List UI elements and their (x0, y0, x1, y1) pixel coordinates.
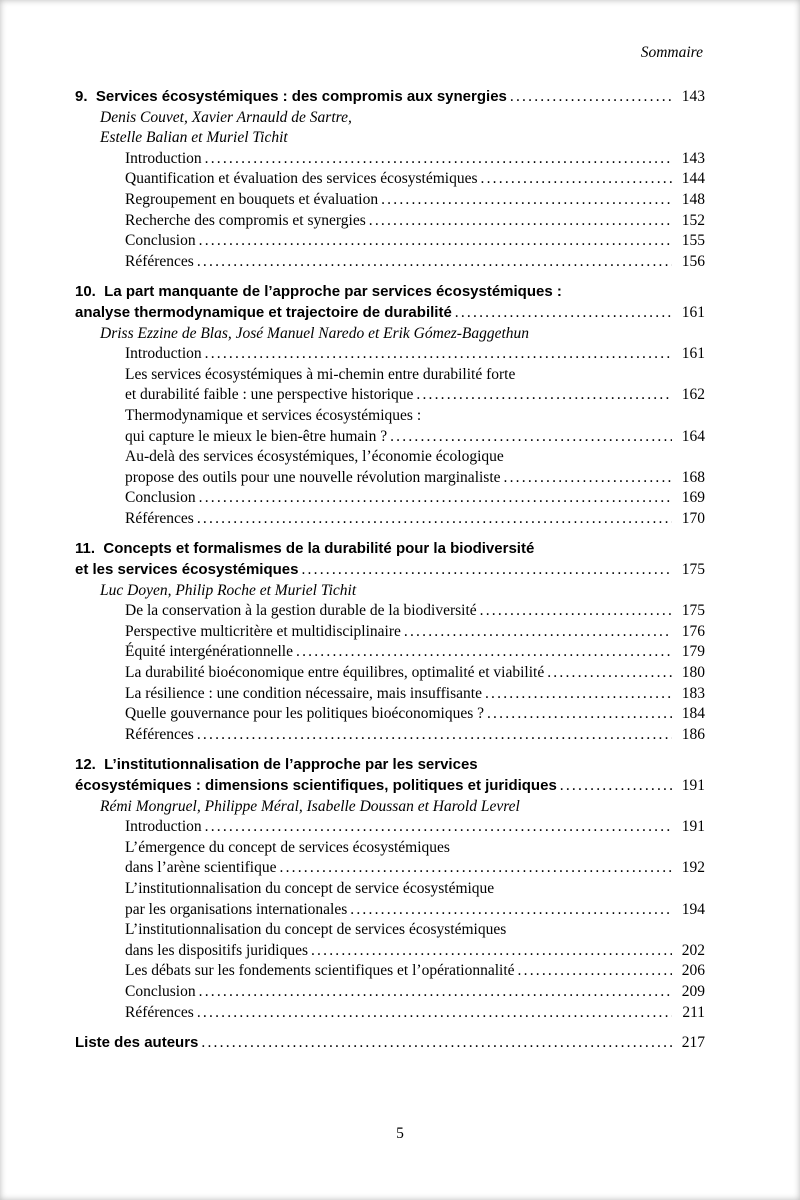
dot-leader (197, 725, 672, 746)
page-number: 180 (681, 664, 705, 682)
page-number: 175 (681, 602, 705, 620)
section-title-text: Au-delà des services écosystémiques, l’économie écologique (125, 448, 504, 466)
page-number: 168 (681, 468, 705, 486)
chapter-title-line (75, 87, 705, 108)
section-entry-line (75, 190, 705, 211)
toc-entry (75, 755, 705, 1023)
chapter-title-line (75, 755, 705, 776)
dot-leader (350, 900, 672, 921)
dot-leader (205, 817, 672, 838)
folio-page-number: 5 (396, 1125, 404, 1142)
section-title-text: Thermodynamique et services écosystémiques : (125, 406, 422, 424)
page-number: 152 (681, 211, 705, 229)
page-number: 162 (681, 386, 705, 404)
section-title-text: par les organisations internationales (125, 900, 348, 918)
page-number: 161 (681, 345, 705, 363)
dot-leader (390, 427, 672, 448)
section-title-text: Conclusion (125, 982, 196, 1000)
section-title-text: Références (125, 725, 194, 743)
section-title-text: Quantification et évaluation des services écosystémiques (125, 170, 478, 188)
section-entry-line (75, 1003, 705, 1024)
dot-leader (381, 190, 672, 211)
section-title-text: Recherche des compromis et synergies (125, 211, 366, 229)
chapter-title-text: écosystémiques : dimensions scientifiques, politiques et juridiques (75, 777, 557, 794)
section-entry-line (75, 961, 705, 982)
section-title-text: L’institutionnalisation du concept de services écosystémiques (125, 921, 507, 939)
page-number: 209 (681, 982, 705, 1000)
section-entry-line (75, 211, 705, 232)
section-entry-line (75, 858, 705, 879)
section-entry-line (75, 231, 705, 252)
dot-leader (416, 385, 672, 406)
section-entry-line (75, 169, 705, 190)
chapter-title-text: 9. Services écosystémiques : des compromis aux synergies (75, 88, 507, 105)
section-entry-line (75, 704, 705, 725)
dot-leader (510, 87, 672, 108)
chapter-title-text: Liste des auteurs (75, 1034, 199, 1052)
page-number: 170 (681, 509, 705, 527)
toc-entry (75, 539, 705, 745)
chapter-title-line (75, 776, 705, 797)
section-entry-line (75, 879, 705, 900)
section-title-text: La durabilité bioéconomique entre équilibres, optimalité et viabilité (125, 664, 545, 682)
page-number: 144 (681, 170, 705, 188)
dot-leader (560, 776, 672, 797)
section-title-text: Perspective multicritère et multidisciplinaire (125, 622, 401, 640)
section-title-text: De la conservation à la gestion durable de la biodiversité (125, 602, 477, 620)
section-entry-line (75, 344, 705, 365)
table-of-contents (75, 87, 705, 1054)
page-number: 184 (681, 705, 705, 723)
chapter-title-line (75, 303, 705, 324)
page-number: 206 (681, 962, 705, 980)
dot-leader (504, 468, 672, 489)
chapter-title-text: 12. L’institutionnalisation de l’approche par les services (75, 756, 478, 774)
section-entry-line (75, 601, 705, 622)
authors-line: Rémi Mongruel, Philippe Méral, Isabelle Doussan et Harold Levrel (100, 797, 520, 815)
page-number: 143 (681, 149, 705, 167)
page-number: 186 (681, 725, 705, 743)
dot-leader (199, 488, 672, 509)
chapter-title-text: 10. La part manquante de l’approche par services écosystémiques : (75, 283, 562, 301)
section-title-text: L’émergence du concept de services écosystémiques (125, 838, 450, 856)
dot-leader (518, 961, 672, 982)
chapter-title-line (75, 560, 705, 581)
section-entry-line (75, 982, 705, 1003)
section-entry-line (75, 817, 705, 838)
dot-leader (197, 252, 672, 273)
section-entry-line (75, 385, 705, 406)
section-entry-line (75, 447, 705, 468)
section-entry-line (75, 642, 705, 663)
toc-entry (75, 282, 705, 529)
dot-leader (301, 560, 672, 581)
page-number: 176 (681, 622, 705, 640)
chapter-title-line (75, 1033, 705, 1054)
dot-leader (404, 622, 672, 643)
section-title-text: Références (125, 509, 194, 527)
dot-leader (280, 858, 673, 879)
section-title-text: Introduction (125, 345, 202, 363)
section-title-text: Quelle gouvernance pour les politiques bioéconomiques ? (125, 705, 484, 723)
dot-leader (205, 149, 672, 170)
section-entry-line (75, 509, 705, 530)
authors-line: Driss Ezzine de Blas, José Manuel Naredo et Erik Gómez-Baggethun (100, 324, 530, 342)
section-title-text: Introduction (125, 149, 202, 167)
page-number: 169 (681, 489, 705, 507)
page-number: 175 (681, 561, 705, 579)
page-number: 194 (681, 900, 705, 918)
page-number: 202 (681, 941, 705, 959)
section-entry-line (75, 725, 705, 746)
section-entry-line (75, 427, 705, 448)
section-title-text: qui capture le mieux le bien-être humain ? (125, 427, 388, 445)
dot-leader (481, 169, 672, 190)
page-number: 164 (681, 427, 705, 445)
page-number: 148 (681, 190, 705, 208)
dot-leader (296, 642, 672, 663)
toc-entry (75, 87, 705, 272)
section-title-text: Références (125, 252, 194, 270)
page-number: 183 (681, 684, 705, 702)
section-title-text: Les débats sur les fondements scientifiques et l’opérationnalité (125, 962, 515, 980)
section-entry-line (75, 838, 705, 859)
dot-leader (487, 704, 672, 725)
page-number: 143 (681, 88, 705, 105)
section-entry-line (75, 365, 705, 386)
page-number: 161 (681, 303, 705, 321)
dot-leader (485, 684, 672, 705)
page-number: 217 (681, 1034, 705, 1052)
dot-leader (199, 231, 672, 252)
dot-leader (311, 941, 672, 962)
section-entry-line (75, 149, 705, 170)
authors-line: Estelle Balian et Muriel Tichit (100, 129, 288, 147)
dot-leader (197, 1003, 672, 1024)
dot-leader (199, 982, 672, 1003)
page-number: 155 (681, 232, 705, 250)
authors-line: Luc Doyen, Philip Roche et Muriel Tichit (100, 581, 357, 599)
section-entry-line (75, 622, 705, 643)
chapter-title-line (75, 539, 705, 560)
section-title-text: dans les dispositifs juridiques (125, 941, 308, 959)
section-entry-line (75, 406, 705, 427)
section-entry-line (75, 684, 705, 705)
chapter-title-text: et les services écosystémiques (75, 561, 299, 579)
section-entry-line (75, 663, 705, 684)
running-head-sommaire: Sommaire (640, 44, 703, 61)
section-title-text: dans l’arène scientifique (125, 859, 277, 877)
chapter-title-text: 11. Concepts et formalismes de la durabilité pour la biodiversité (75, 540, 535, 558)
chapter-title-text: analyse thermodynamique et trajectoire de durabilité (75, 303, 452, 321)
section-title-text: Introduction (125, 818, 202, 836)
page-number: 179 (681, 643, 705, 661)
dot-leader (201, 1033, 672, 1054)
section-title-text: Équité intergénérationnelle (125, 643, 293, 661)
section-title-text: propose des outils pour une nouvelle révolution marginaliste (125, 468, 501, 486)
dot-leader (547, 663, 672, 684)
section-entry-line (75, 900, 705, 921)
section-title-text: L’institutionnalisation du concept de service écosystémique (125, 879, 495, 897)
dot-leader (455, 303, 672, 324)
dot-leader (369, 211, 672, 232)
section-title-text: Conclusion (125, 489, 196, 507)
dot-leader (197, 509, 672, 530)
section-title-text: Références (125, 1003, 194, 1021)
section-entry-line (75, 252, 705, 273)
toc-entry (75, 1033, 705, 1054)
section-title-text: Conclusion (125, 232, 196, 250)
page-number: 192 (681, 859, 705, 877)
chapter-title-line (75, 282, 705, 303)
section-title-text: Regroupement en bouquets et évaluation (125, 190, 379, 208)
dot-leader (205, 344, 672, 365)
section-title-text: La résilience : une condition nécessaire, mais insuffisante (125, 684, 482, 702)
page-number: 211 (682, 1003, 705, 1021)
dot-leader (480, 601, 672, 622)
section-entry-line (75, 468, 705, 489)
page-number: 191 (681, 777, 705, 794)
authors-line: Denis Couvet, Xavier Arnauld de Sartre, (100, 108, 352, 126)
section-entry-line (75, 488, 705, 509)
section-entry-line (75, 941, 705, 962)
page-number: 156 (681, 252, 705, 270)
page-number: 191 (681, 818, 705, 836)
section-entry-line (75, 920, 705, 941)
section-title-text: Les services écosystémiques à mi-chemin entre durabilité forte (125, 365, 516, 383)
section-title-text: et durabilité faible : une perspective historique (125, 386, 414, 404)
